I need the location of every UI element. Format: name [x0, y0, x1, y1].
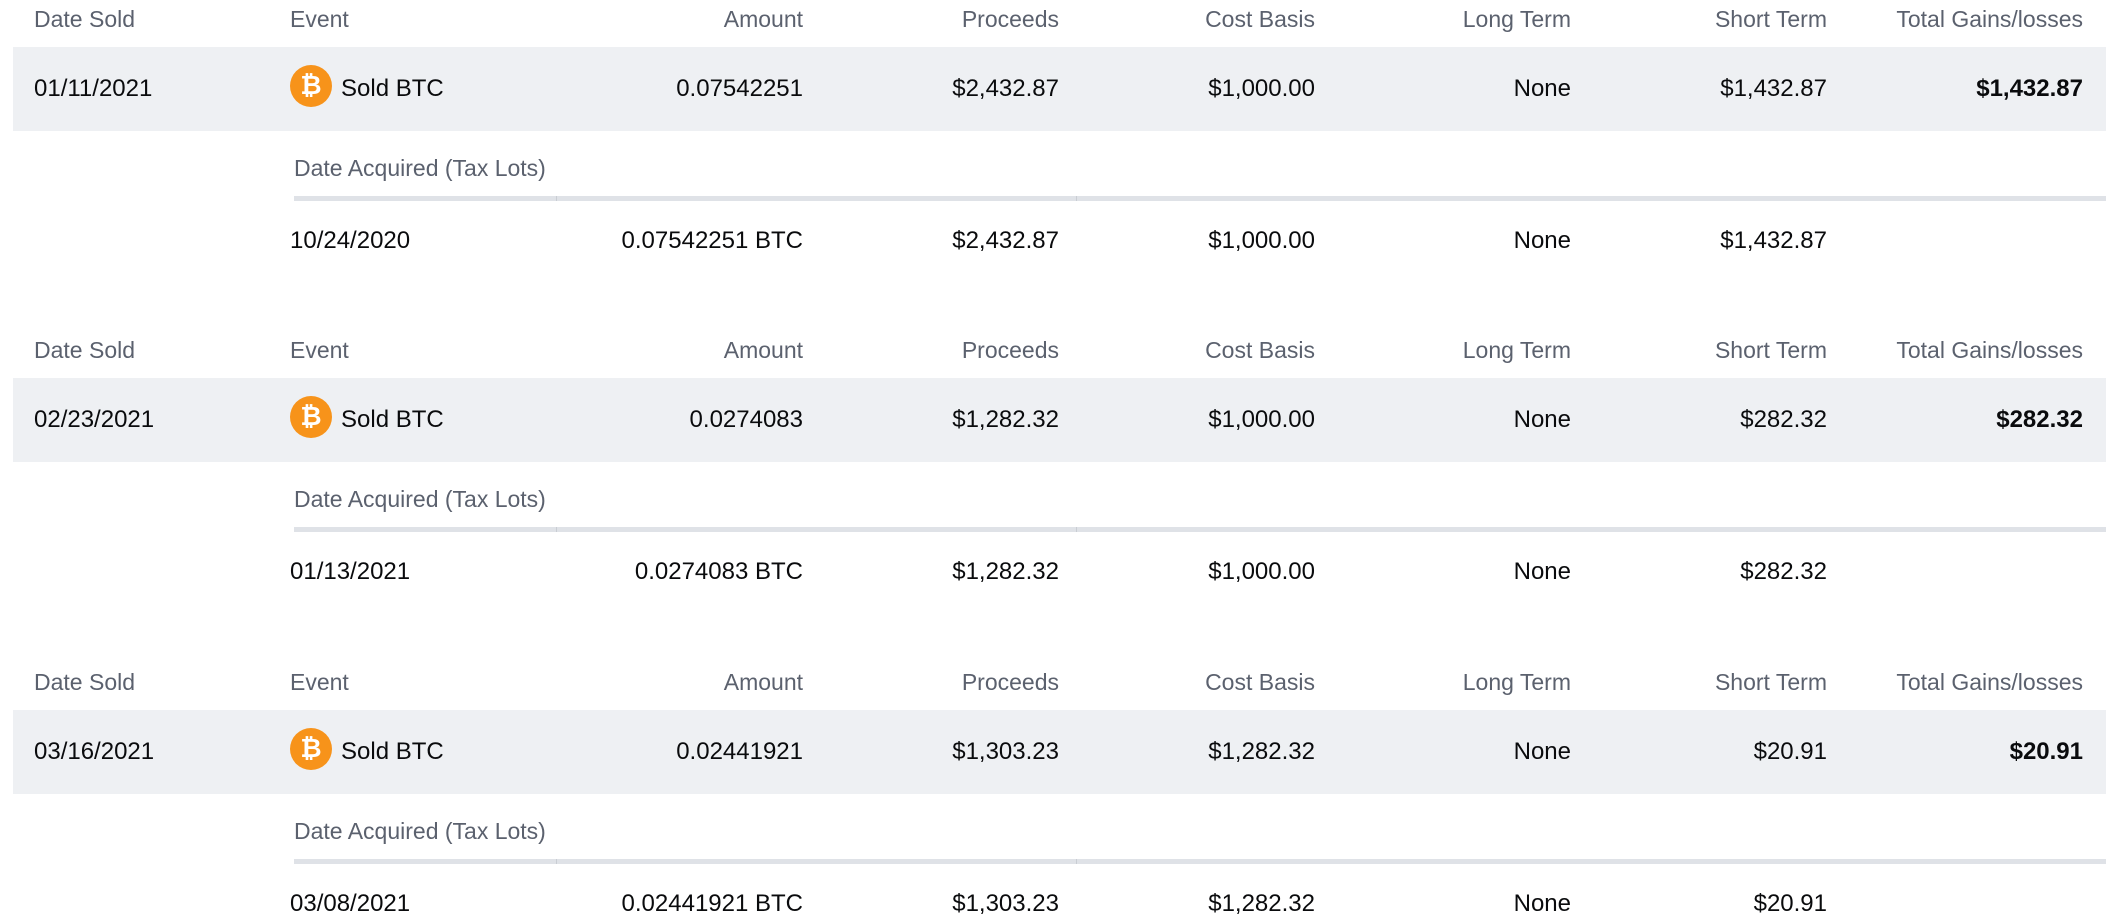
total-gains-value: $20.91: [2009, 738, 2083, 765]
tax-lots-divider: [294, 527, 2106, 532]
proceeds-value: $1,282.32: [952, 406, 1059, 433]
lot-long-term: None: [1513, 890, 1571, 917]
header-event: Event: [290, 6, 349, 32]
transaction-row[interactable]: [13, 710, 2106, 794]
event-label: Sold BTC: [341, 738, 444, 765]
header-cost-basis: Cost Basis: [1205, 669, 1315, 695]
divider-tick: [556, 859, 557, 864]
lot-proceeds: $2,432.87: [952, 227, 1059, 254]
bitcoin-icon: ₿: [290, 728, 332, 770]
transaction-row[interactable]: [13, 47, 2106, 131]
cost-basis-value: $1,000.00: [1208, 75, 1315, 102]
lot-short-term: $1,432.87: [1720, 227, 1827, 254]
event-label: Sold BTC: [341, 406, 444, 433]
header-long-term: Long Term: [1462, 6, 1571, 32]
date-sold: 03/16/2021: [34, 738, 155, 765]
lot-date-acquired: 10/24/2020: [290, 227, 411, 254]
table-header: [0, 663, 2119, 707]
divider-tick: [1076, 527, 1077, 532]
short-term-value: $20.91: [1753, 738, 1827, 765]
proceeds-value: $2,432.87: [952, 75, 1059, 102]
transaction-block: [0, 0, 2119, 254]
header-proceeds: Proceeds: [961, 337, 1059, 363]
header-proceeds: Proceeds: [961, 669, 1059, 695]
tax-lots-label: Date Acquired (Tax Lots): [294, 486, 546, 512]
header-total-gains: Total Gains/losses: [1896, 337, 2083, 363]
header-long-term: Long Term: [1462, 669, 1571, 695]
lot-short-term: $282.32: [1740, 558, 1827, 585]
cost-basis-value: $1,000.00: [1208, 406, 1315, 433]
long-term-value: None: [1513, 406, 1571, 433]
divider-tick: [556, 196, 557, 201]
header-short-term: Short Term: [1714, 669, 1827, 695]
lot-cost-basis: $1,000.00: [1208, 227, 1315, 254]
bitcoin-icon: ₿: [290, 65, 332, 107]
header-event: Event: [290, 669, 349, 695]
total-gains-value: $282.32: [1996, 406, 2083, 433]
header-event: Event: [290, 337, 349, 363]
header-amount: Amount: [723, 669, 803, 695]
long-term-value: None: [1513, 738, 1571, 765]
transaction-block: [0, 663, 2119, 917]
amount-value: 0.02441921: [676, 738, 803, 765]
transaction-block: [0, 331, 2119, 585]
short-term-value: $282.32: [1740, 406, 1827, 433]
lot-long-term: None: [1513, 558, 1571, 585]
transaction-row[interactable]: [13, 378, 2106, 462]
lot-amount: 0.02441921 BTC: [621, 890, 803, 917]
lot-long-term: None: [1513, 227, 1571, 254]
tax-lots-divider: [294, 859, 2106, 864]
header-amount: Amount: [723, 6, 803, 32]
header-cost-basis: Cost Basis: [1205, 6, 1315, 32]
divider-tick: [1076, 196, 1077, 201]
short-term-value: $1,432.87: [1720, 75, 1827, 102]
header-date-sold: Date Sold: [34, 6, 136, 32]
lot-proceeds: $1,303.23: [952, 890, 1059, 917]
divider-tick: [556, 527, 557, 532]
table-header: [0, 331, 2119, 375]
header-amount: Amount: [723, 337, 803, 363]
header-long-term: Long Term: [1462, 337, 1571, 363]
long-term-value: None: [1513, 75, 1571, 102]
amount-value: 0.07542251: [676, 75, 803, 102]
tax-lots-label: Date Acquired (Tax Lots): [294, 818, 546, 844]
header-date-sold: Date Sold: [34, 669, 136, 695]
cost-basis-value: $1,282.32: [1208, 738, 1315, 765]
amount-value: 0.0274083: [689, 406, 803, 433]
table-header: [0, 0, 2119, 44]
lot-date-acquired: 03/08/2021: [290, 890, 411, 917]
header-total-gains: Total Gains/losses: [1896, 669, 2083, 695]
tax-lots-divider: [294, 196, 2106, 201]
date-sold: 02/23/2021: [34, 406, 155, 433]
total-gains-value: $1,432.87: [1976, 75, 2083, 102]
lot-amount: 0.0274083 BTC: [634, 558, 803, 585]
event-label: Sold BTC: [341, 75, 444, 102]
lot-date-acquired: 01/13/2021: [290, 558, 411, 585]
header-short-term: Short Term: [1714, 337, 1827, 363]
lot-proceeds: $1,282.32: [952, 558, 1059, 585]
lot-cost-basis: $1,282.32: [1208, 890, 1315, 917]
lot-amount: 0.07542251 BTC: [621, 227, 803, 254]
tax-lots-label: Date Acquired (Tax Lots): [294, 155, 546, 181]
proceeds-value: $1,303.23: [952, 738, 1059, 765]
header-total-gains: Total Gains/losses: [1896, 6, 2083, 32]
date-sold: 01/11/2021: [34, 75, 153, 102]
lot-short-term: $20.91: [1753, 890, 1827, 917]
header-short-term: Short Term: [1714, 6, 1827, 32]
header-proceeds: Proceeds: [961, 6, 1059, 32]
lot-cost-basis: $1,000.00: [1208, 558, 1315, 585]
header-date-sold: Date Sold: [34, 337, 136, 363]
header-cost-basis: Cost Basis: [1205, 337, 1315, 363]
divider-tick: [1076, 859, 1077, 864]
bitcoin-icon: ₿: [290, 396, 332, 438]
